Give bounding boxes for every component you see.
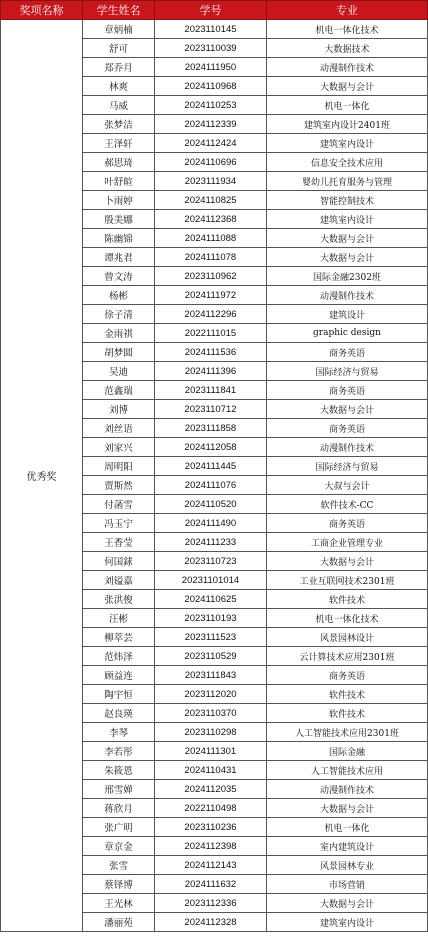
student-name-cell: 贾斯然 xyxy=(83,476,155,495)
student-name-cell: 曾文涛 xyxy=(83,267,155,286)
major-cell: 工业互联网技术2301班 xyxy=(267,571,428,590)
student-id-cell: 2023110370 xyxy=(155,704,267,723)
major-cell: 大数据与会计 xyxy=(267,400,428,419)
major-cell: 国际金融2302班 xyxy=(267,267,428,286)
student-id-cell: 2023110529 xyxy=(155,647,267,666)
major-cell: 大数据与会计 xyxy=(267,229,428,248)
student-name-cell: 张梦洁 xyxy=(83,115,155,134)
student-id-cell: 2024112368 xyxy=(155,210,267,229)
student-name-cell: 谭兆君 xyxy=(83,248,155,267)
major-cell: 大叔与会计 xyxy=(267,476,428,495)
student-id-cell: 2023111523 xyxy=(155,628,267,647)
student-name-cell: 金雨祺 xyxy=(83,324,155,343)
student-name-cell: 冯玉宁 xyxy=(83,514,155,533)
student-name-cell: 王香莹 xyxy=(83,533,155,552)
student-id-cell: 2024110696 xyxy=(155,153,267,172)
student-id-cell: 2024111396 xyxy=(155,362,267,381)
student-name-cell: 李琴 xyxy=(83,723,155,742)
major-cell: 国际经济与贸易 xyxy=(267,457,428,476)
student-name-cell: 殷美娜 xyxy=(83,210,155,229)
student-name-cell: 张广明 xyxy=(83,818,155,837)
header-name: 学生姓名 xyxy=(83,1,155,20)
major-cell: 建筑设计 xyxy=(267,305,428,324)
student-id-cell: 2023110298 xyxy=(155,723,267,742)
student-id-cell: 2024111078 xyxy=(155,248,267,267)
student-name-cell: 杨彬 xyxy=(83,286,155,305)
student-name-cell: 王光林 xyxy=(83,894,155,913)
major-cell: 婴幼儿托育服务与管理 xyxy=(267,172,428,191)
student-id-cell: 2023110712 xyxy=(155,400,267,419)
header-row xyxy=(1,1,428,20)
student-id-cell: 2023112336 xyxy=(155,894,267,913)
student-id-cell: 2023112020 xyxy=(155,685,267,704)
table-header xyxy=(1,1,428,20)
header-major: 专业 xyxy=(267,1,428,20)
student-name-cell: 陶宇恒 xyxy=(83,685,155,704)
student-name-cell: 吴迪 xyxy=(83,362,155,381)
student-id-cell: 2024111972 xyxy=(155,286,267,305)
student-name-cell: 章京金 xyxy=(83,837,155,856)
student-name-cell: 范鑫瑞 xyxy=(83,381,155,400)
major-cell: 云计算技术应用2301班 xyxy=(267,647,428,666)
student-id-cell: 2024111445 xyxy=(155,457,267,476)
major-cell: 大数据与会计 xyxy=(267,77,428,96)
student-id-cell: 2023111934 xyxy=(155,172,267,191)
student-id-cell: 2024111088 xyxy=(155,229,267,248)
major-cell: 建筑室内设计2401班 xyxy=(267,115,428,134)
student-name-cell: 舒可 xyxy=(83,39,155,58)
student-id-cell: 2024110520 xyxy=(155,495,267,514)
student-name-cell: 林爽 xyxy=(83,77,155,96)
student-id-cell: 2024112143 xyxy=(155,856,267,875)
major-cell: 软件技术 xyxy=(267,704,428,723)
student-id-cell: 2024112058 xyxy=(155,438,267,457)
major-cell: 建筑室内设计 xyxy=(267,134,428,153)
major-cell: 软件技术 xyxy=(267,685,428,704)
student-id-cell: 2023111858 xyxy=(155,419,267,438)
student-id-cell: 2023110962 xyxy=(155,267,267,286)
major-cell: 风景园林专业 xyxy=(267,856,428,875)
major-cell: 机电一体化 xyxy=(267,818,428,837)
major-cell: 机电一体化技术 xyxy=(267,20,428,39)
student-name-cell: 何国銶 xyxy=(83,552,155,571)
student-id-cell: 2024111233 xyxy=(155,533,267,552)
major-cell: 建筑室内设计 xyxy=(267,210,428,229)
student-name-cell: 周明阳 xyxy=(83,457,155,476)
student-name-cell: 徐子清 xyxy=(83,305,155,324)
student-id-cell: 2024111076 xyxy=(155,476,267,495)
student-name-cell: 邢雪婵 xyxy=(83,780,155,799)
major-cell: 商务英语 xyxy=(267,343,428,362)
student-name-cell: 李若彤 xyxy=(83,742,155,761)
student-id-cell: 2024112035 xyxy=(155,780,267,799)
student-name-cell: 张洪俊 xyxy=(83,590,155,609)
major-cell: 机电一体化技术 xyxy=(267,609,428,628)
student-name-cell: 郝思琦 xyxy=(83,153,155,172)
student-name-cell: 叶舒暄 xyxy=(83,172,155,191)
student-id-cell: 2024110825 xyxy=(155,191,267,210)
major-cell: 商务英语 xyxy=(267,381,428,400)
student-id-cell: 2024112424 xyxy=(155,134,267,153)
header-award: 奖项名称 xyxy=(1,1,83,20)
student-id-cell: 2024111632 xyxy=(155,875,267,894)
student-name-cell: 胡梦圆 xyxy=(83,343,155,362)
student-id-cell: 2024111490 xyxy=(155,514,267,533)
student-name-cell: 赵良瑛 xyxy=(83,704,155,723)
student-name-cell: 范炜泽 xyxy=(83,647,155,666)
major-cell: 室内建筑设计 xyxy=(267,837,428,856)
student-id-cell: 2024111950 xyxy=(155,58,267,77)
student-name-cell: 郑乔月 xyxy=(83,58,155,77)
student-id-cell: 2024112339 xyxy=(155,115,267,134)
student-name-cell: 陈幽锦 xyxy=(83,229,155,248)
major-cell: 软件技术-CC xyxy=(267,495,428,514)
student-id-cell: 2023111841 xyxy=(155,381,267,400)
major-cell: 大数据与会计 xyxy=(267,248,428,267)
student-id-cell: 2023111843 xyxy=(155,666,267,685)
major-cell: 国际金融 xyxy=(267,742,428,761)
major-cell: 商务英语 xyxy=(267,419,428,438)
student-name-cell: 朱筱恩 xyxy=(83,761,155,780)
student-name-cell: 卜雨婷 xyxy=(83,191,155,210)
student-name-cell: 刘家兴 xyxy=(83,438,155,457)
major-cell: 动漫制作技术 xyxy=(267,780,428,799)
major-cell: graphic design xyxy=(267,324,428,343)
major-cell: 大数据技术 xyxy=(267,39,428,58)
major-cell: 智能控制技术 xyxy=(267,191,428,210)
student-name-cell: 王泽轩 xyxy=(83,134,155,153)
student-id-cell: 2023110145 xyxy=(155,20,267,39)
student-id-cell: 2022111015 xyxy=(155,324,267,343)
student-name-cell: 刘镒嘉 xyxy=(83,571,155,590)
student-id-cell: 2023110193 xyxy=(155,609,267,628)
student-id-cell: 2023110039 xyxy=(155,39,267,58)
student-name-cell: 付菡雪 xyxy=(83,495,155,514)
major-cell: 大数据与会计 xyxy=(267,799,428,818)
student-name-cell: 章炳楠 xyxy=(83,20,155,39)
student-name-cell: 刘博 xyxy=(83,400,155,419)
student-name-cell: 顾益连 xyxy=(83,666,155,685)
major-cell: 风景园林设计 xyxy=(267,628,428,647)
major-cell: 人工智能技术应用 xyxy=(267,761,428,780)
student-id-cell: 2024112328 xyxy=(155,913,267,932)
major-cell: 商务英语 xyxy=(267,514,428,533)
major-cell: 机电一体化 xyxy=(267,96,428,115)
student-id-cell: 2023110723 xyxy=(155,552,267,571)
major-cell: 人工智能技术应用2301班 xyxy=(267,723,428,742)
major-cell: 大数据与会计 xyxy=(267,894,428,913)
header-id: 学号 xyxy=(155,1,267,20)
student-name-cell: 柳萃芸 xyxy=(83,628,155,647)
student-name-cell: 蔡铎博 xyxy=(83,875,155,894)
major-cell: 建筑室内设计 xyxy=(267,913,428,932)
student-id-cell: 2022110498 xyxy=(155,799,267,818)
student-name-cell: 汪彬 xyxy=(83,609,155,628)
table-row xyxy=(1,20,428,39)
student-id-cell: 2024112398 xyxy=(155,837,267,856)
table-body xyxy=(1,20,428,932)
major-cell: 大数据与会计 xyxy=(267,552,428,571)
major-cell: 动漫制作技术 xyxy=(267,438,428,457)
major-cell: 国际经济与贸易 xyxy=(267,362,428,381)
student-id-cell: 2024110431 xyxy=(155,761,267,780)
major-cell: 软件技术 xyxy=(267,590,428,609)
student-id-cell: 2024111301 xyxy=(155,742,267,761)
major-cell: 动漫制作技术 xyxy=(267,58,428,77)
award-cell: 优秀奖 xyxy=(1,20,83,932)
student-name-cell: 潘丽苑 xyxy=(83,913,155,932)
student-name-cell: 蒋欣月 xyxy=(83,799,155,818)
student-id-cell: 2024111536 xyxy=(155,343,267,362)
student-name-cell: 马威 xyxy=(83,96,155,115)
major-cell: 信息安全技术应用 xyxy=(267,153,428,172)
major-cell: 市场营销 xyxy=(267,875,428,894)
major-cell: 工商企业管理专业 xyxy=(267,533,428,552)
student-id-cell: 2023110236 xyxy=(155,818,267,837)
student-id-cell: 20231101014 xyxy=(155,571,267,590)
student-name-cell: 张雪 xyxy=(83,856,155,875)
major-cell: 商务英语 xyxy=(267,666,428,685)
major-cell: 动漫制作技术 xyxy=(267,286,428,305)
student-id-cell: 2024110625 xyxy=(155,590,267,609)
student-name-cell: 刘丝语 xyxy=(83,419,155,438)
student-id-cell: 2024110968 xyxy=(155,77,267,96)
student-id-cell: 2024112296 xyxy=(155,305,267,324)
student-id-cell: 2024110253 xyxy=(155,96,267,115)
